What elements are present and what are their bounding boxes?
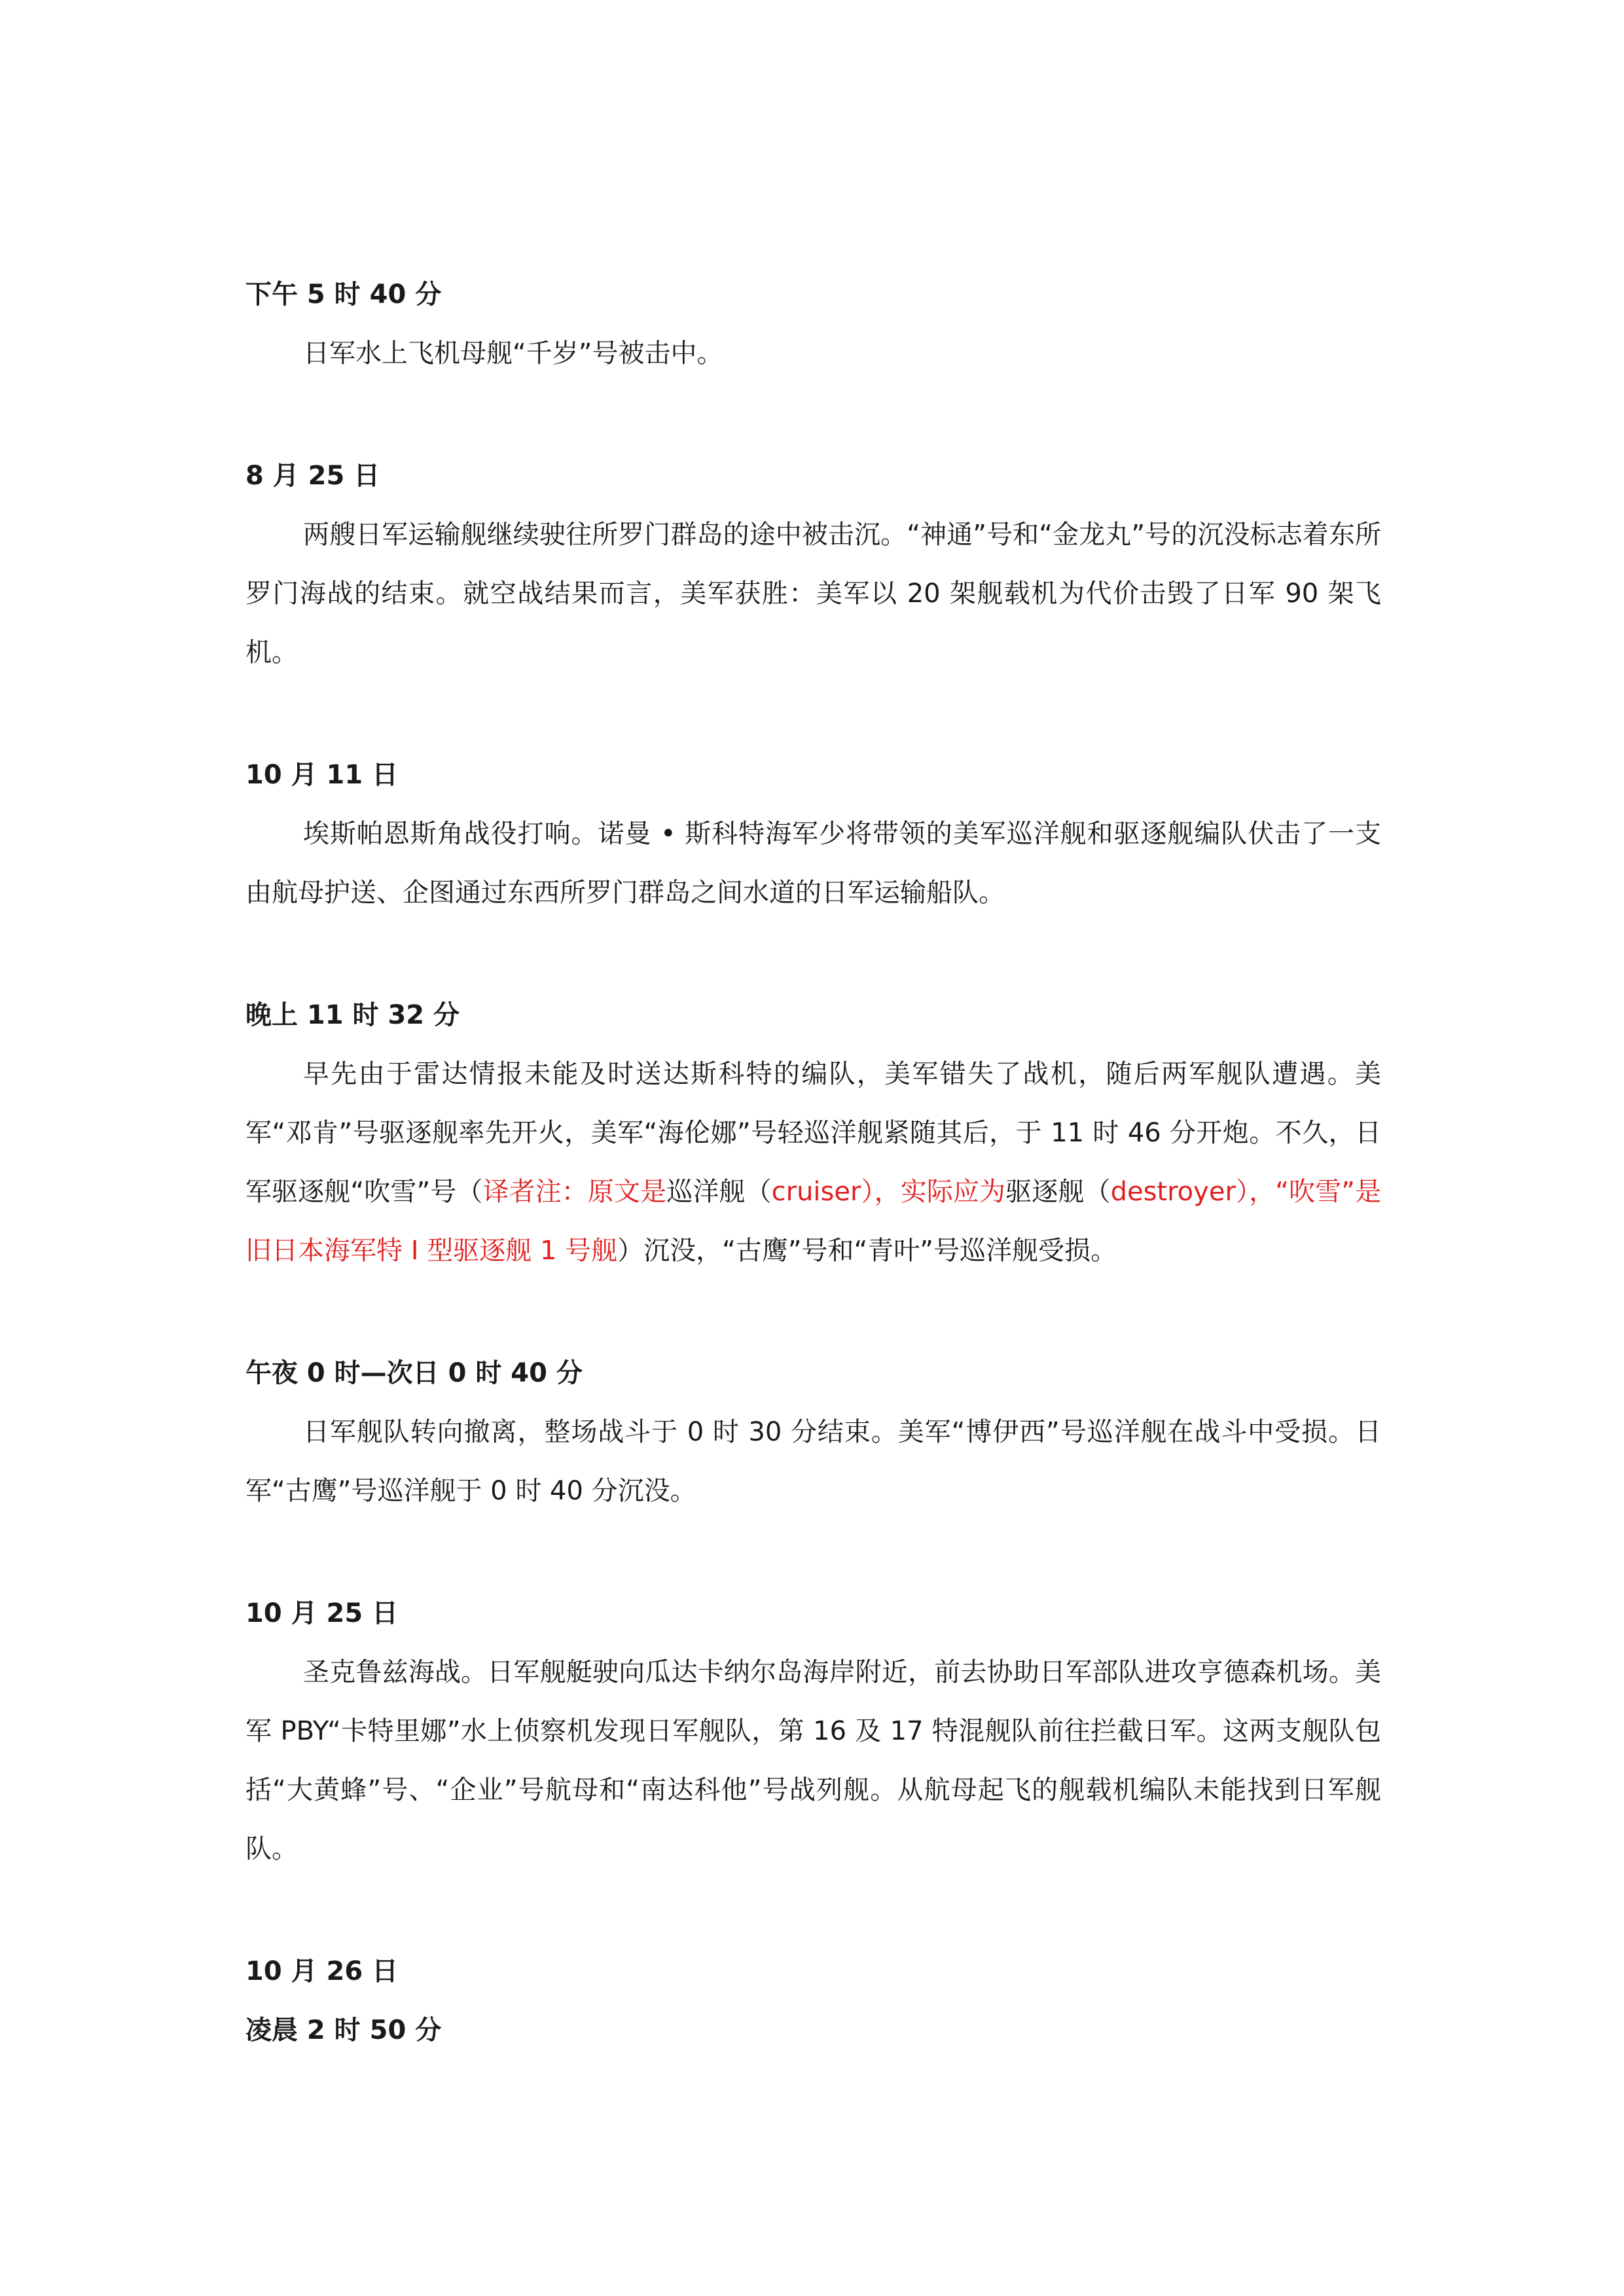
section-1 [245,265,1381,383]
section-5 [245,1344,1381,1520]
section-heading: 午夜 0 时—次日 0 时 40 分 [245,1358,583,1388]
paragraph-text: ）沉没，“古鹰”号和“青叶”号巡洋舰受损。 [617,1236,1117,1266]
section-2 [245,446,1381,682]
spacer [245,1280,1381,1344]
spacer [245,922,1381,986]
section-paragraph: 埃斯帕恩斯角战役打响。诺曼 • 斯科特海军少将带领的美军巡洋舰和驱逐舰编队伏击了一支由航母护送、企图通过东西所罗门群岛之间水道的日军运输船队。 [245,819,1381,908]
spacer [245,682,1381,745]
section-paragraph: 日军水上飞机母舰“千岁”号被击中。 [303,338,723,368]
section-heading: 10 月 25 日 [245,1598,399,1628]
section-heading: 10 月 26 日 [245,1956,399,1986]
section-paragraph-with-translator-note [245,1045,1381,1280]
paragraph-text: 驱逐舰（ [1005,1177,1111,1207]
document-body [245,265,1381,2060]
section-subheading: 凌晨 2 时 50 分 [245,2015,442,2045]
section-4 [245,986,1381,1280]
paragraph-text: 巡洋舰（ [666,1177,772,1207]
section-6 [245,1584,1381,1878]
translator-note-text: cruiser），实际应为 [771,1177,1006,1207]
translator-note-text: destroyer），“吹雪”是旧日本海军特 I 型驱逐舰 1 号舰 [245,1177,1382,1266]
paragraph-text: 早先由于雷达情报未能及时送达斯科特的编队，美军错失了战机，随后两军舰队遭遇。美军“邓肯”号驱逐舰率先开火，美军“海伦娜”号轻巡洋舰紧随其后，于 11 时 46 分开炮。不久，日军驱逐舰“吹雪”号（ [245,1059,1381,1207]
spacer [245,1520,1381,1584]
section-3 [245,745,1381,922]
section-heading: 8 月 25 日 [245,461,380,491]
section-heading: 下午 5 时 40 分 [245,279,442,310]
spacer [245,1878,1381,1942]
section-paragraph: 两艘日军运输舰继续驶往所罗门群岛的途中被击沉。“神通”号和“金龙丸”号的沉没标志着东所罗门海战的结束。就空战结果而言，美军获胜：美军以 20 架舰载机为代价击毁了日军 90 架飞机。 [245,520,1381,668]
section-heading: 10 月 11 日 [245,760,399,790]
section-paragraph: 圣克鲁兹海战。日军舰艇驶向瓜达卡纳尔岛海岸附近，前去协助日军部队进攻亨德森机场。美军 PBY“卡特里娜”水上侦察机发现日军舰队，第 16 及 17 特混舰队前往拦截日军。这两支舰队包括“大黄蜂”号、“企业”号航母和“南达科他”号战列舰。从航母起飞的舰载机编队未能找到日军舰队。 [245,1657,1381,1864]
translator-note-text: 译者注：原文是 [482,1177,667,1207]
section-heading: 晚上 11 时 32 分 [245,1000,460,1030]
section-7 [245,1942,1381,2060]
section-paragraph: 日军舰队转向撤离，整场战斗于 0 时 30 分结束。美军“博伊西”号巡洋舰在战斗中受损。日军“古鹰”号巡洋舰于 0 时 40 分沉没。 [245,1417,1381,1506]
spacer [245,383,1381,446]
